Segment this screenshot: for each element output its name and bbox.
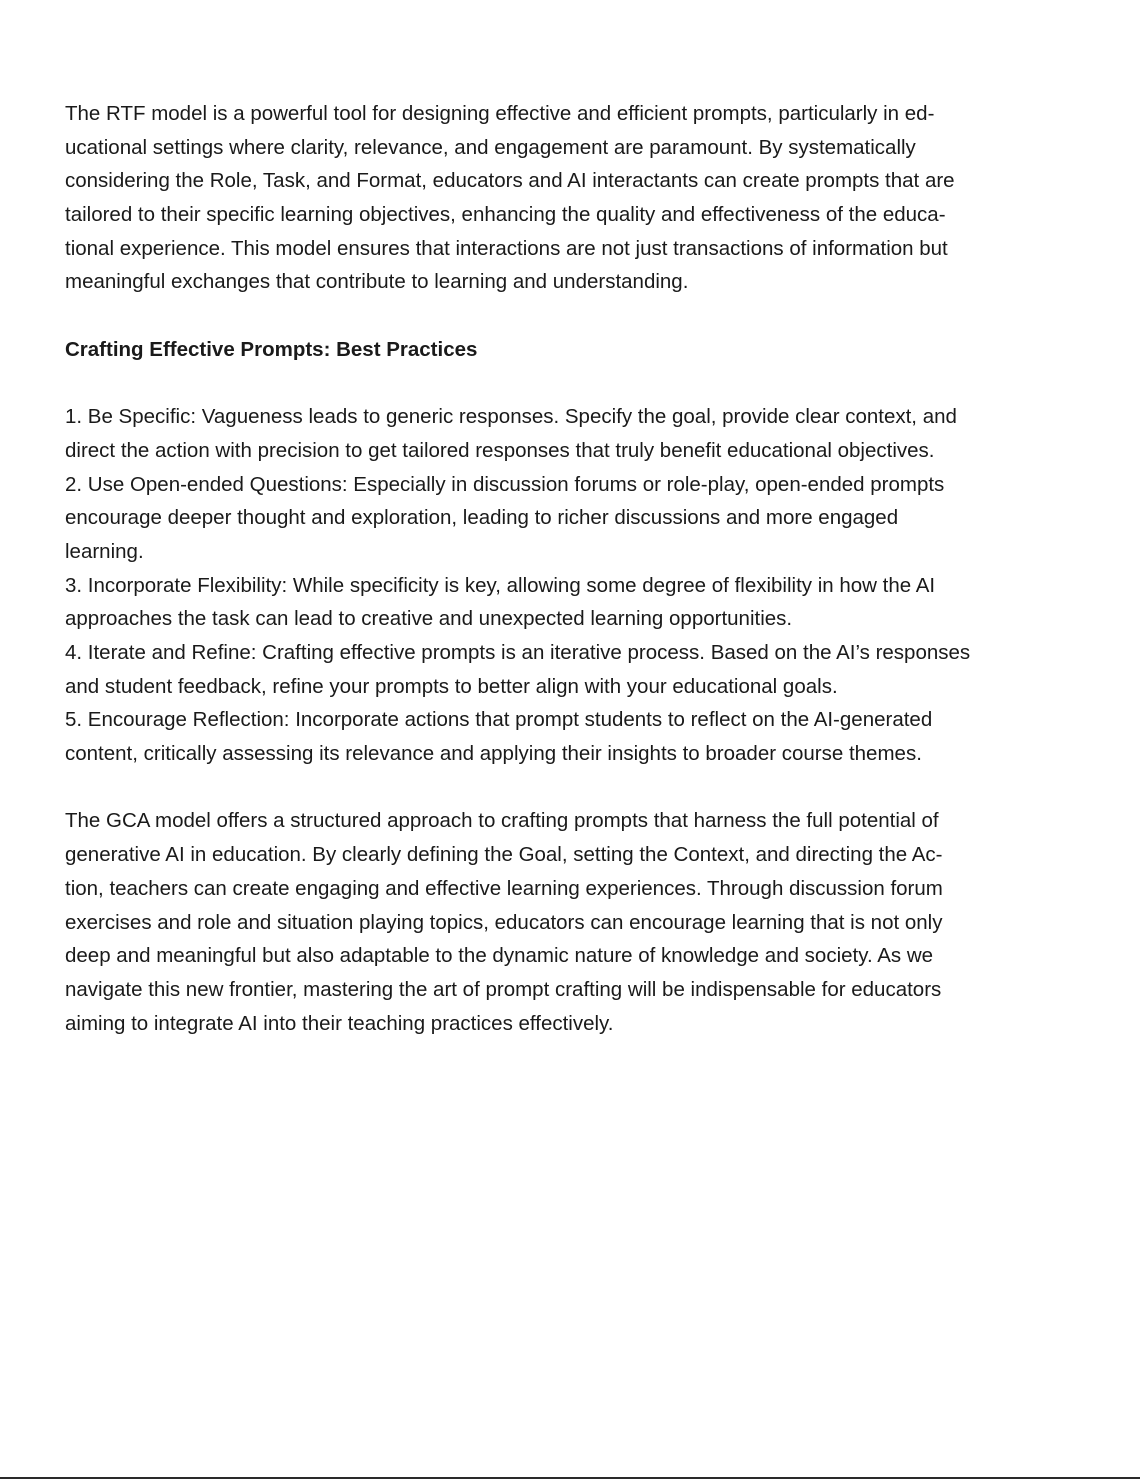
- list-line: content, critically assessing its relevance and applying their insights to broader course themes.: [65, 742, 922, 766]
- text-line: tion, teachers can create engaging and effective learning experiences. Through discussion forum: [65, 876, 943, 900]
- text-line: aiming to integrate AI into their teaching practices effectively.: [65, 1011, 614, 1035]
- page-bottom-border: [0, 1477, 1140, 1479]
- list-line: 4. Iterate and Refine: Crafting effective prompts is an iterative process. Based on the AI’s responses: [65, 641, 971, 664]
- list-line: encourage deeper thought and exploration, leading to richer discussions and more engaged: [65, 506, 899, 530]
- list-line: and student feedback, refine your prompts to better align with your educational goals.: [65, 674, 838, 698]
- list-line: approaches the task can lead to creative and unexpected learning opportunities.: [65, 607, 793, 631]
- list-line: 1. Be Specific: Vagueness leads to generic responses. Specify the goal, provide clear context, and: [65, 405, 957, 429]
- gca-paragraph: [65, 804, 1075, 1040]
- list-line: 5. Encourage Reflection: Incorporate actions that prompt students to reflect on the AI-generated: [65, 708, 933, 732]
- text-line: tional experience. This model ensures that interactions are not just transactions of information but: [65, 236, 948, 260]
- list-line: 2. Use Open-ended Questions: Especially in discussion forums or role-play, open-ended prompts: [65, 472, 945, 496]
- text-line: ucational settings where clarity, relevance, and engagement are paramount. By systematically: [65, 135, 916, 159]
- text-line: considering the Role, Task, and Format, educators and AI interactants can create prompts that are: [65, 169, 955, 193]
- document-page: [65, 97, 1075, 1074]
- best-practices-list: [65, 400, 1075, 771]
- section-heading: [65, 333, 1075, 367]
- text-line: The RTF model is a powerful tool for designing effective and efficient prompts, particularly in ed-: [65, 102, 935, 125]
- text-line: tailored to their specific learning objectives, enhancing the quality and effectiveness of the educa-: [65, 203, 946, 227]
- rtf-paragraph: [65, 97, 1075, 299]
- text-line: navigate this new frontier, mastering the art of prompt crafting will be indispensable for educators: [65, 977, 942, 1001]
- text-line: The GCA model offers a structured approach to crafting prompts that harness the full potential of: [65, 809, 939, 833]
- text-line: exercises and role and situation playing topics, educators can encourage learning that is not only: [65, 910, 943, 934]
- list-line: direct the action with precision to get tailored responses that truly benefit educational objectives.: [65, 438, 935, 462]
- text-line: deep and meaningful but also adaptable to the dynamic nature of knowledge and society. As we: [65, 944, 934, 968]
- list-line: 3. Incorporate Flexibility: While specificity is key, allowing some degree of flexibility in how the AI: [65, 573, 936, 597]
- text-line: generative AI in education. By clearly defining the Goal, setting the Context, and directing the Ac-: [65, 843, 943, 867]
- heading-text: Crafting Effective Prompts: Best Practices: [65, 337, 478, 361]
- list-line: learning.: [65, 539, 144, 563]
- text-line: meaningful exchanges that contribute to learning and understanding.: [65, 270, 689, 294]
